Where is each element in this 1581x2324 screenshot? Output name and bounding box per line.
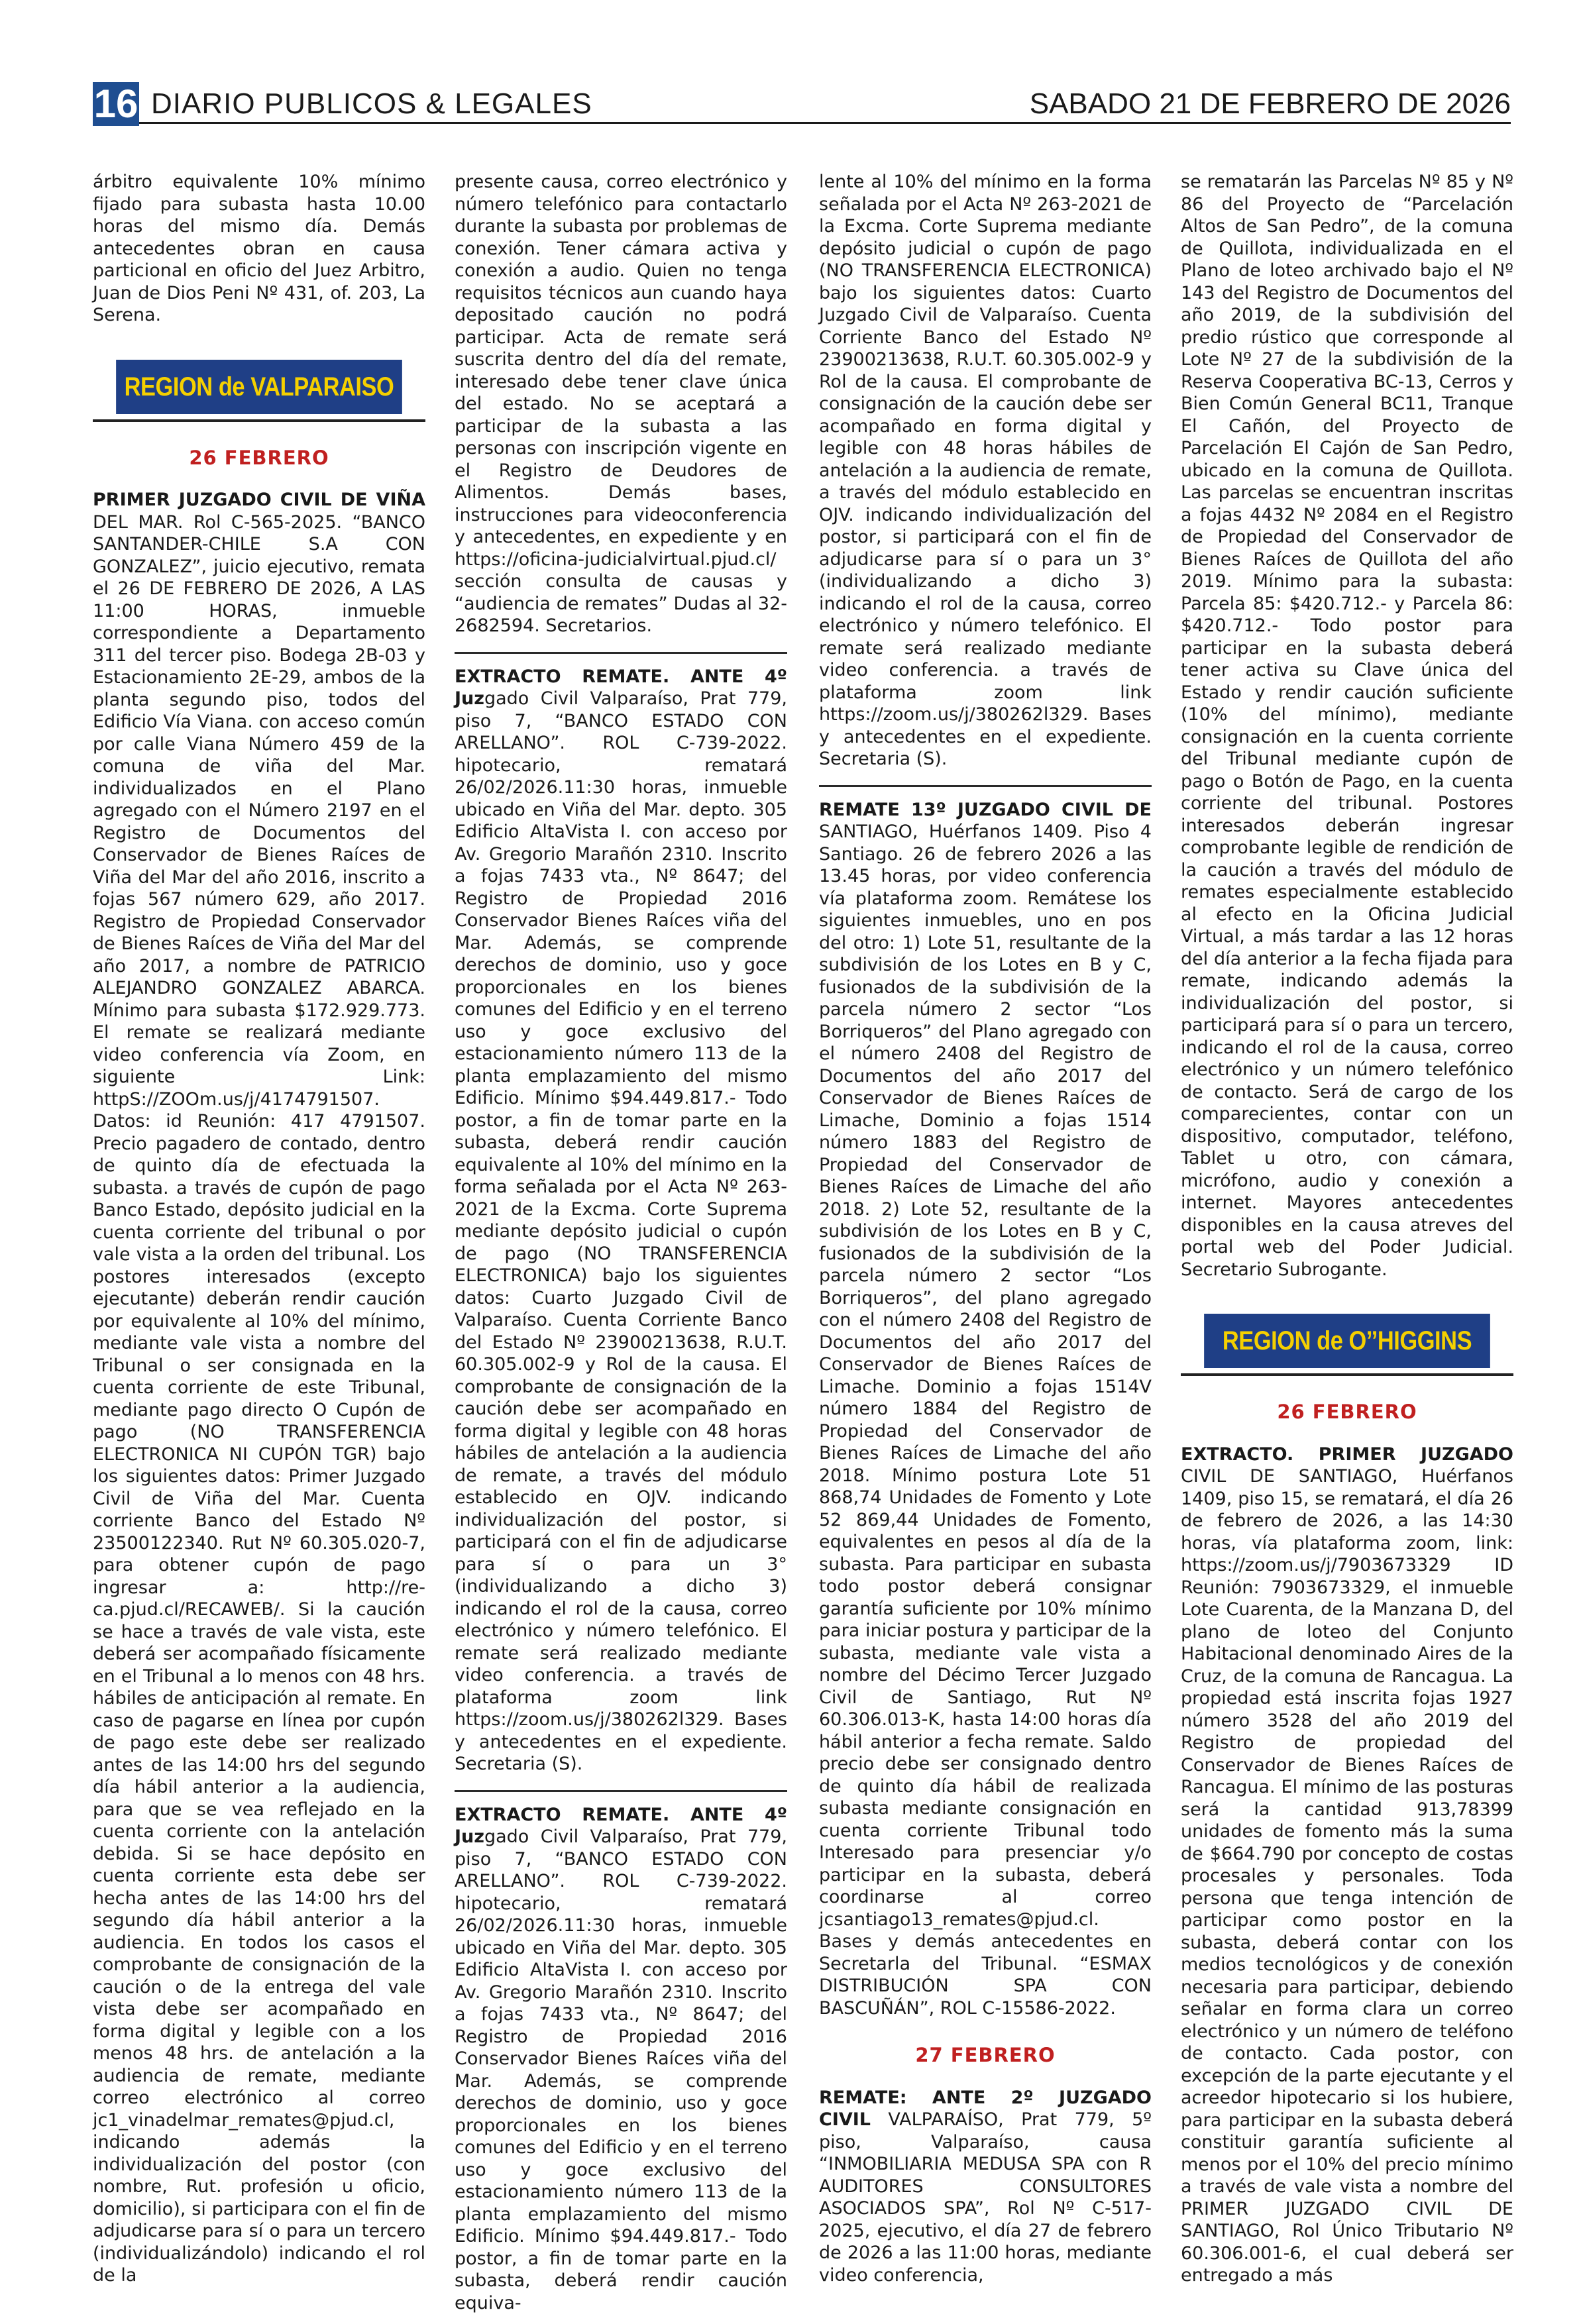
notice-body: DEL MAR. Rol C-565-2025. “BANCO SANTANDER-CHILE S.A CON GONZALEZ”, juicio ejecutivo, remata el 26 DE FEBRERO DE 2026, A LAS 11:00 HORAS, inmueble correspondiente a Departamento 311 del tercer piso. Bodega 2B-03 y Estacionamiento 2E-29, ambos de la planta segundo piso, todos del Edificio Vía Viana. con acceso común por calle Viana Número 459 de la comuna de viña del Mar. individualizados en el Plano agregado con el Número 2197 en el Registro de Documentos del Conservador de Bienes Raíces de Viña del Mar del año 2016, inscrito a fojas 567 número 629, año 2017. Registro de Propiedad Conservador de Bienes Raíces de Viña del Mar del año 2017, a nombre de PATRICIO ALEJANDRO GONZALEZ ABARCA. Mínimo para subasta $172.929.773. El remate se realizará mediante video conferencia vía Zoom, en siguiente Link: httpS://ZOOm.us/j/4174791507. Datos: id Reunión: 417 4791507. Precio pagadero de contado, dentro de quinto día de efectuada la subasta. a través de cupón de pago Banco Estado, depósito judicial en la cuenta corriente del tribunal o por vale vista a la orden del tribunal. Los postores interesados (excepto ejecutante) deberán rendir caución por equivalente al 10% del mínimo, mediante vale vista a nombre del Tribunal o ser consignada en la cuenta corriente de este Tribunal, mediante pago directo O Cupón de pago (NO TRANSFERENCIA ELECTRONICA NI CUPÓN TGR) bajo los siguientes datos: Primer Juzgado Civil de Viña del Mar. Cuenta corriente Banco del Estado Nº 23500122340. Rut Nº 60.305.020-7, para obtener cupón de pago ingresar a: http://re-ca.pjud.cl/RECAWEB/. Si la caución se hace a través de vale vista, este deberá ser acompañado físicamente en el Tribunal a lo menos con 48 hrs. hábiles de anticipación al remate. En caso de pagarse en línea por cupón de pago este debe ser realizado antes de las 14:00 hrs del segundo día hábil anterior a la audiencia, para que se vea reflejado en la cuenta corriente con la antelación debida. Si se hace depósito en cuenta corriente esta debe ser hecha antes de las 14:00 hrs del segundo día hábil anterior a la audiencia. En todos los casos el comprobante de consignación de la caución o de la entrega del vale vista debe ser acompañado en forma digital y legible con a los menos 48 hrs. de antelación a la audiencia de remate, mediante correo electrónico al correo jc1_vinadelmar_remates@pjud.cl, indicando además la individualización del postor (con nombre, Rut. profesión u oficio, domicilio), si participara con el fin de adjudicarse para sí o para un tercero (individualizándolo) indicando el rol de la <box>93 511 425 2286</box>
notice-continuation: árbitro equivalente 10% mínimo fijado para subasta hasta 10.00 horas del mismo día. Demás antecedentes obran en causa particional en oficio del Juez Arbitro, Juan de Dios Peni Nº 431, of. 203, La Serena. <box>93 172 425 325</box>
date-heading: 26 FEBRERO <box>1277 1400 1417 1423</box>
notice-body: SANTIAGO, Huérfanos 1409. Piso 4 Santiago. 26 de febrero 2026 a las 13.45 horas, por video conferencia vía plataforma zoom. Remátese los siguientes inmuebles, uno en pos del otro: 1) Lote 51, resultante de la subdivisión de los Lotes en B y C, fusionados de la subdivisión de la parcela número 2 sector “Los Borriqueros” del Plano agregado con el número 2408 del Registro de Documentos del año 2017 del Conservador de Bienes Raíces de Limache, Dominio a fojas 1514 número 1883 del Registro de Propiedad del Conservador de Bienes Raíces de Limache del año 2018. 2) Lote 52, resultante de la subdivisión de los Lotes en B y C, fusionados de la subdivisión de la parcela número 2 sector “Los Borriqueros”, del plano agregado con el número 2408 del Registro de Documentos del año 2017 del Conservador de Bienes Raíces de Limache. Dominio a fojas 1514V número 1884 del Registro de Propiedad del Conservador de Bienes Raíces de Limache del año 2018. Mínimo postura Lote 51 868,74 Unidades de Fomento y Lote 52 869,44 Unidades de Fomento, equivalentes en pesos al día de la subasta. Para participar en subasta todo postor deberá consignar garantía suficiente por 10% mínimo para iniciar postura y participar de la subasta, mediante vale vista a nombre del Décimo Tercer Juzgado Civil de Santiago, Rut Nº 60.306.013-K, hasta 14:00 horas día hábil anterior a fecha remate. Saldo precio debe ser consignado dentro de quinto día hábil de realizada subasta mediante consignación en cuenta corriente Tribunal todo Interesado para presenciar y/o participar en la subasta, deberá coordinarse al correo jcsantiago13_remates@pjud.cl. Bases y demás antecedentes en Secretarla del Tribunal. “ESMAX DISTRIBUCIÓN SPA CON BASCUÑÁN”, ROL C-15586-2022. <box>819 821 1152 2019</box>
region-title: REGION de VALPARAISO <box>116 360 402 414</box>
column-3 <box>819 171 1152 2291</box>
notice-continuation: lente al 10% del mínimo en la forma señalada por el Acta Nº 263-2021 de la Excma. Corte Suprema mediante depósito judicial o cupón de pago (NO TRANSFERENCIA ELECTRONICA) bajo los siguientes datos: Cuarto Juzgado Civil de Valparaíso. Cuenta Corriente Banco del Estado Nº 23900213638, R.U.T. 60.305.002-9 y Rol de la causa. El comprobante de consignación de la caución debe ser acompañado en forma digital y legible con 48 horas hábiles de antelación a la audiencia de remate, a través del módulo establecido en OJV. indicando individualización del postor, si participará con el fin de adjudicarse para sí o para un 3° (individualizando a dicho 3) indicando el rol de la causa, correo electrónico y número telefónico. El remate será realizado mediante video conferencia. a través de plataforma zoom link https://zoom.us/j/380262l329. Bases y antecedentes en el expediente. Secretaria (S). <box>819 172 1152 769</box>
notice-title: EXTRACTO. PRIMER JUZGADO <box>1181 1444 1513 1465</box>
notice-extracto-primer-juzgado <box>1181 1444 1513 2287</box>
column-1 <box>93 171 425 2291</box>
region-banner-valparaiso <box>93 360 425 422</box>
notice-divider <box>455 1790 787 1792</box>
notice-body: VALPARAÍSO, Prat 779, 5º piso, Valparaíso, causa “INMOBILIARIA MEDUSA SPA con R AUDITORES CONSULTORES ASOCIADOS SPA”, Rol Nº C-517-2025, ejecutivo, el día 27 de febrero de 2026 a las 11:00 horas, mediante video conferencia, <box>819 2109 1152 2286</box>
notice-remate-2-juzgado <box>819 2087 1152 2287</box>
date-heading: 27 FEBRERO <box>915 2044 1056 2066</box>
notice-body: gado Civil Valparaíso, Prat 779, piso 7, “BANCO ESTADO CON ARELLANO”. ROL C-739-2022. hipotecario, rematará 26/02/2026.11:30 horas, inmueble ubicado en Viña del Mar. depto. 305 Edificio AltaVista I. con acceso por Av. Gregorio Marañón 2310. Inscrito a fojas 7433 vta., Nº 8647; del Registro de Propiedad 2016 Conservador Bienes Raíces viña del Mar. Además, se comprende derechos de dominio, uso y goce proporcionales en los bienes comunes del Edificio y en el terreno uso y goce exclusivo del estacionamiento número 113 de la planta emplazamiento del mismo Edificio. Mínimo $94.449.817.- Todo postor, a fin de tomar parte en la subasta, deberá rendir caución equivalente al 10% del mínimo en la forma señalada por el Acta Nº 263-2021 de la Excma. Corte Suprema mediante depósito judicial o cupón de pago (NO TRANSFERENCIA ELECTRONICA) bajo los siguientes datos: Cuarto Juzgado Civil de Valparaíso. Cuenta Corriente Banco del Estado Nº 23900213638, R.U.T. 60.305.002-9 y Rol de la causa. El comprobante de consignación de la caución debe ser acompañado en forma digital y legible con 48 horas hábiles de antelación a la audiencia de remate, a través del módulo establecido en OJV. indicando individualización del postor, si participará con el fin de adjudicarse para sí o para un 3° (individualizando a dicho 3) indicando el rol de la causa, correo electrónico y número telefónico. El remate será realizado mediante video conferencia. a través de plataforma zoom link https://zoom.us/j/380262l329. Bases y antecedentes en el expediente. Secretaria (S). <box>455 688 787 1774</box>
notice-title: EXTRACTO REMATE. ANTE 4º Juz <box>455 1804 787 1847</box>
column-2 <box>455 171 787 2313</box>
notice-extracto-remate-1 <box>455 666 787 1775</box>
notice-title: REMATE: ANTE 2º JUZGADO CIVIL <box>819 2087 1152 2130</box>
column-4 <box>1181 171 1513 2291</box>
notice-title: EXTRACTO REMATE. ANTE 4º Juz <box>455 666 787 709</box>
notice-title: REMATE 13º JUZGADO CIVIL DE <box>819 799 1152 820</box>
notice-primer-juzgado-vina <box>93 489 425 2287</box>
publication-name: DIARIO PUBLICOS & LEGALES <box>151 87 592 120</box>
region-banner-ohiggins <box>1181 1314 1513 1376</box>
notice-remate-13-juzgado <box>819 799 1152 2020</box>
notice-title: PRIMER JUZGADO CIVIL DE VIÑA <box>93 490 425 510</box>
notice-body: gado Civil Valparaíso, Prat 779, piso 7, “BANCO ESTADO CON ARELLANO”. ROL C-739-2022. hipotecario, rematará 26/02/2026.11:30 horas, inmueble ubicado en Viña del Mar. depto. 305 Edificio AltaVista I. con acceso por Av. Gregorio Marañón 2310. Inscrito a fojas 7433 vta., Nº 8647; del Registro de Propiedad 2016 Conservador Bienes Raíces viña del Mar. Además, se comprende derechos de dominio, uso y goce proporcionales en los bienes comunes del Edificio y en el terreno uso y goce exclusivo del estacionamiento número 113 de la planta emplazamiento del mismo Edificio. Mínimo $94.449.817.- Todo postor, a fin de tomar parte en la subasta, deberá rendir caución equiva- <box>455 1826 787 2313</box>
notice-continuation: se rematarán las Parcelas Nº 85 y Nº 86 del Proyecto de “Parcelación Altos de San Pedro”, de la comuna de Quillota, individualizada en el Plano de loteo archivado bajo el Nº 143 del Registro de Documentos del año 2019, de la subdivisión del predio rústico que corresponde al Lote Nº 27 de la subdivisión de la Reserva Cooperativa BC-13, Cerros y Bien Común General BC11, Tranque El Cañón, del Proyecto de Parcelación El Cajón de San Pedro, ubicado en la comuna de Quillota. Las parcelas se encuentran inscritas a fojas 4432 Nº 2084 en el Registro de Propiedad del Conservador de Bienes Raíces de Quillota del año 2019. Mínimo para la subasta: Parcela 85: $420.712.- y Parcela 86: $420.712.- Todo postor para participar en la subasta deberá tener activa su Clave única del Estado y rendir caución suficiente (10% del mínimo), mediante consignación en la cuenta corriente del Tribunal mediante cupón de pago o Botón de Pago, en la cuenta corriente del tribunal. Postores interesados deberán ingresar comprobante legible de rendición de la caución a través del módulo de remates especialmente establecido al efecto en la Oficina Judicial Virtual, a más tardar a las 12 horas del día anterior a la fecha fijada para remate, indicando además la individualización del postor, si participará para sí o para un tercero, indicando el rol de la causa, correo electrónico y un número telefónico de contacto. Será de cargo de los comparecientes, contar con un dispositivo, computador, teléfono, Tablet u otro, con cámara, micrófono, audio y conexión a internet. Mayores antecedentes disponibles en la causa atreves del portal web del Poder Judicial. Secretario Subrogante. <box>1181 172 1513 1280</box>
region-title: REGION de O’’HIGGINS <box>1204 1314 1490 1368</box>
notice-divider <box>455 652 787 654</box>
date-heading: 26 FEBRERO <box>189 446 329 469</box>
notice-body: CIVIL DE SANTIAGO, Huérfanos 1409, piso 15, se rematará, el día 26 de febrero de 2026, a las 14:30 horas, vía plataforma zoom, link: https://zoom.us/j/7903673329 ID Reunión: 7903673329, el inmueble Lote Cuarenta, de la Manzana D, del plano de loteo del Conjunto Habitacional denominado Aires de la Cruz, de la comuna de Rancagua. La propiedad está inscrita fojas 1927 número 3528 del año 2019 del Registro de propiedad del Conservador de Bienes Raíces de Rancagua. El mínimo de las posturas será la cantidad 913,78399 unidades de fomento más la suma de $664.790 por concepto de costas procesales y personales. Toda persona que tenga intención de participar como postor en la subasta, deberá contar con los medios tecnológicos y de conexión necesaria para participar, debiendo señalar en forma clara un correo electrónico y un número de teléfono de contacto. Cada postor, con excepción de la parte ejecutante y el acreedor hipotecario si los hubiere, para participar en la subasta deberá constituir garantía suficiente al menos por el 10% del precio mínimo a través de vale vista a nombre del PRIMER JUZGADO CIVIL DE SANTIAGO, Rol Único Tributario Nº 60.306.001-6, el cual deberá ser entregado a más <box>1181 1466 1513 2286</box>
notice-extracto-remate-2 <box>455 1804 787 2315</box>
notice-divider <box>819 785 1152 787</box>
page-number: 16 <box>93 81 138 126</box>
notice-continuation: presente causa, correo electrónico y número telefónico para contactarlo durante la subasta por problemas de conexión. Tener cámara activa y conexión a audio. Quien no tenga requisitos técnicos aun cuando haya depositado caución no podrá participar. Acta de remate será suscrita dentro del día del remate, interesado debe tener clave única del estado. No se aceptará a participar de la subasta a las personas con inscripción vigente en el Registro de Deudores de Alimentos. Demás bases, instrucciones para videoconferencia y antecedentes, en expediente y en https://oficina-judicialvirtual.pjud.cl/ sección consulta de causas y “audiencia de remates” Dudas al 32-2682594. Secretarios. <box>455 172 787 636</box>
page-header <box>93 79 1511 124</box>
publication-date: SABADO 21 DE FEBRERO DE 2026 <box>1029 87 1511 120</box>
